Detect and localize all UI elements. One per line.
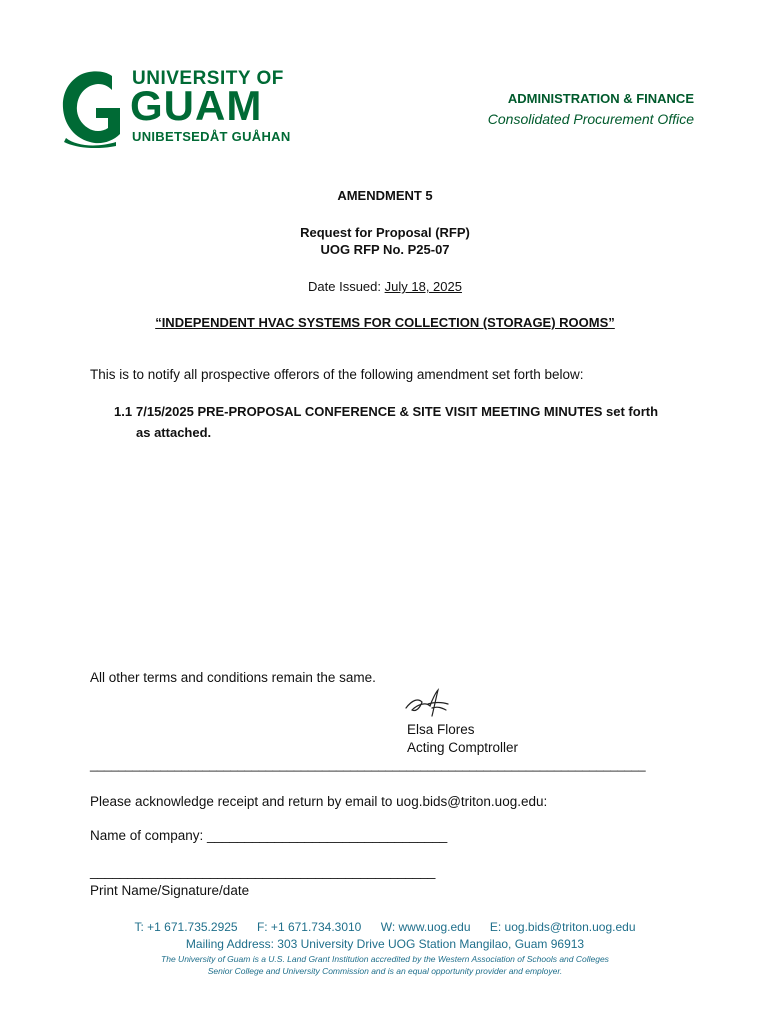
rfp-number: UOG RFP No. P25-07: [320, 242, 450, 257]
footer-email: E: uog.bids@triton.uog.edu: [489, 920, 636, 934]
signature-mark: [402, 686, 452, 720]
logo-line-university-of: UNIVERSITY OF: [132, 68, 284, 89]
footer-fax: F: +1 671.734.3010: [256, 920, 362, 934]
signatory-name: Elsa Flores: [407, 722, 475, 737]
logo-line-guam: GUAM: [130, 82, 263, 129]
item-text: 7/15/2025 PRE-PROPOSAL CONFERENCE & SITE VISIT MEETING MINUTES set forth as attached.: [136, 404, 659, 440]
company-name-field: Name of company: ________________________________: [90, 828, 448, 843]
logo-g-emblem-icon: [60, 68, 128, 148]
divider-line: _______________________________________________________________________________: [90, 757, 646, 772]
date-issued-value: July 18, 2025: [384, 279, 462, 294]
footer-note-line2: Senior College and University Commission and is an equal opportunity provider and employer.: [207, 966, 563, 976]
footer-contact: [0, 920, 770, 934]
footer-web: W: www.uog.edu: [380, 920, 471, 934]
intro-paragraph: This is to notify all prospective offerors of the following amendment set forth below:: [90, 367, 584, 382]
signatory-title: Acting Comptroller: [407, 740, 519, 755]
signature-label: Print Name/Signature/date: [90, 883, 250, 898]
date-issued: [0, 279, 770, 294]
footer-phone: T: +1 671.735.2925: [134, 920, 238, 934]
amendment-title: AMENDMENT 5: [337, 188, 433, 203]
logo-line-chamorro: UNIBETSEDÅT GUÅHAN: [132, 129, 291, 144]
amendment-item: [114, 401, 674, 443]
project-title: “INDEPENDENT HVAC SYSTEMS FOR COLLECTION (STORAGE) ROOMS”: [155, 315, 615, 330]
footer-note-line1: The University of Guam is a U.S. Land Grant Institution accredited by the Western Association of Schools and Colleges: [161, 954, 609, 964]
signature-line: ______________________________________________: [90, 864, 436, 879]
department-name: ADMINISTRATION & FINANCE: [507, 91, 694, 106]
footer-mailing-address: Mailing Address: 303 University Drive UOG Station Mangilao, Guam 96913: [185, 937, 585, 951]
closing-paragraph: All other terms and conditions remain the same.: [90, 670, 376, 685]
date-issued-label: Date Issued:: [308, 279, 385, 294]
acknowledge-instruction: Please acknowledge receipt and return by email to uog.bids@triton.uog.edu:: [90, 794, 548, 809]
item-number: 1.1: [114, 404, 133, 419]
university-logo: [60, 68, 291, 148]
rfp-line: Request for Proposal (RFP): [300, 225, 470, 240]
office-name: Consolidated Procurement Office: [487, 111, 694, 127]
